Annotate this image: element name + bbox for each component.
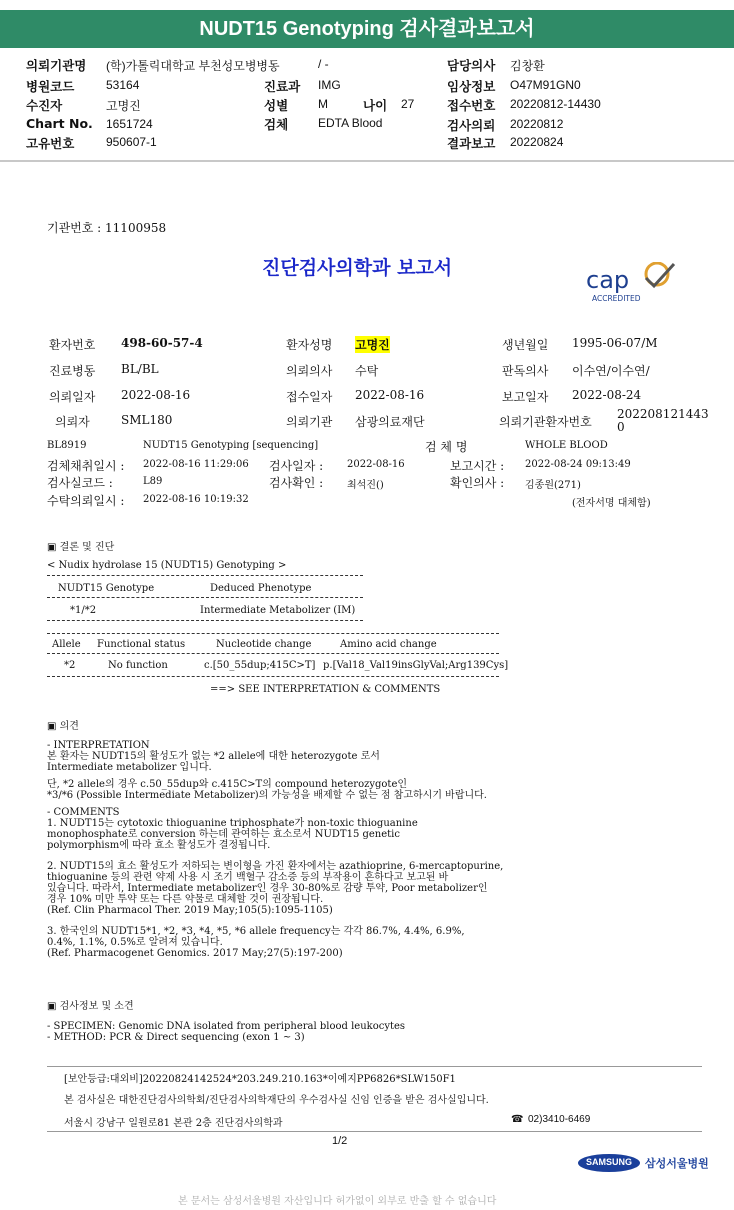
footer-bottom-line xyxy=(47,1131,702,1132)
security-line: [보안등급:대외비]20220824142524*203.249.210.163*이예지PP6826*SLW150F1 xyxy=(64,1074,456,1085)
value-reader: 이수연/이수연/ xyxy=(572,364,650,378)
label-room-code: 검사실코드 : xyxy=(47,476,113,490)
t2-header-nucleotide: Nucleotide change xyxy=(216,639,312,650)
samsung-logo xyxy=(578,1154,640,1172)
value-sex: M xyxy=(318,97,328,111)
label-consign: 수탁의뢰일시 : xyxy=(47,494,125,508)
label-clinical-info: 임상정보 xyxy=(447,79,496,94)
opinion-line: 경우 10% 미만 투약 또는 다른 약물로 대체할 것이 권장됩니다. xyxy=(47,894,324,905)
value-dept: IMG xyxy=(318,78,341,92)
t2-value-allele: *2 xyxy=(64,660,76,671)
value-req-date: 2022-08-16 xyxy=(121,388,191,402)
value-hospital-code: 53164 xyxy=(106,78,140,92)
opinion-line: monophosphate로 conversion 하는데 관여하는 효소로서 NUDT15 genetic xyxy=(47,829,400,840)
label-rep-date: 보고일자 xyxy=(502,390,549,404)
t1-value-genotype: *1/*2 xyxy=(70,605,97,616)
value-request-date: 20220812 xyxy=(510,117,564,131)
institution-number: 기관번호 : 11100958 xyxy=(47,221,167,235)
opinion-line: thioguanine 등의 관련 약제 사용 시 조기 백혈구 감소증 등의 부작용이 흔하다고 보고된 바 xyxy=(47,872,449,883)
spacer xyxy=(47,851,503,861)
test-code: BL8919 xyxy=(47,440,87,451)
divider xyxy=(47,633,499,634)
hospital-name: 삼성서울병원 xyxy=(645,1157,709,1170)
value-room-code: L89 xyxy=(143,476,163,487)
value-institution: (학)가톨릭대학교 부천성모병병동 xyxy=(106,59,280,73)
label-birth: 생년월일 xyxy=(502,338,549,352)
label-reader: 판독의사 xyxy=(502,364,549,378)
label-dept: 진료과 xyxy=(264,79,301,94)
section-test-info: ▣ 검사정보 및 소견 xyxy=(47,1001,134,1012)
label-chart-no: Chart No. xyxy=(26,116,93,131)
divider xyxy=(47,620,363,621)
value-doctor: 김창환 xyxy=(510,59,545,73)
header-divider xyxy=(0,160,734,162)
value-confirm-doctor: 김종원(271) xyxy=(525,480,581,491)
value-unique-no: 950607-1 xyxy=(106,135,157,149)
t2-header-amino: Amino acid change xyxy=(340,639,437,650)
label-requester: 의뢰자 xyxy=(55,415,90,429)
samsung-logo-text: SAMSUNG xyxy=(585,1157,632,1167)
cert-line: 본 검사실은 대한진단검사의학회/진단검사의학재단의 우수검사실 신임 인증을 받은 검사실입니다. xyxy=(64,1095,489,1106)
value-inst-patient-no-b: 0 xyxy=(617,420,625,434)
footer-top-line xyxy=(47,1066,702,1067)
label-req-inst: 의뢰기관 xyxy=(286,415,333,429)
opinion-line: 3. 한국인의 NUDT15*1, *2, *3, *4, *5, *6 allele frequency는 각각 86.7%, 4.4%, 6.9%, xyxy=(47,926,465,937)
address-line: 서울시 강남구 일원로81 본관 2층 진단검사의학과 xyxy=(64,1118,283,1129)
opinion-line: Intermediate metabolizer 입니다. xyxy=(47,762,212,773)
see-interpretation: ==> SEE INTERPRETATION & COMMENTS xyxy=(210,684,441,695)
opinion-line: 본 환자는 NUDT15의 활성도가 없는 *2 allele에 대한 heterozygote 로서 xyxy=(47,751,380,762)
t2-header-allele: Allele xyxy=(52,639,81,650)
opinion-line: 있습니다. 따라서, Intermediate metabolizer인 경우 30-80%로 감량 투약, Poor metabolizer인 xyxy=(47,883,488,894)
value-collect: 2022-08-16 11:29:06 xyxy=(143,459,249,470)
value-report-time: 2022-08-24 09:13:49 xyxy=(525,459,631,470)
opinion-line: (Ref. Pharmacogenet Genomics. 2017 May;27(5):197-200) xyxy=(47,948,343,959)
label-collect: 검체채취일시 : xyxy=(47,459,125,473)
value-receipt-no: 20220812-14430 xyxy=(510,97,601,111)
label-receipt-date: 접수일자 xyxy=(286,390,333,404)
value-specimen: EDTA Blood xyxy=(318,116,383,130)
t2-header-functional: Functional status xyxy=(97,639,186,650)
opinion-text xyxy=(47,740,503,959)
value-age: 27 xyxy=(401,97,415,111)
t1-header-phenotype: Deduced Phenotype xyxy=(210,583,312,594)
ownership-notice: 본 문서는 삼성서울병원 자산입니다 허가없이 외부로 반출 할 수 없습니다 xyxy=(178,1196,497,1207)
phone-number: 02)3410-6469 xyxy=(528,1114,591,1125)
report-subtitle: 진단검사의학과 보고서 xyxy=(262,257,453,279)
esign-note: (전자서명 대체함) xyxy=(572,498,651,509)
cap-accredited-logo xyxy=(584,262,676,306)
value-patient: 고명진 xyxy=(106,99,141,113)
label-unique-no: 고유번호 xyxy=(26,136,75,151)
divider xyxy=(47,653,499,654)
label-institution: 의뢰기관명 xyxy=(26,58,87,73)
opinion-line: 0.4%, 1.1%, 0.5%로 알려져 있습니다. xyxy=(47,937,223,948)
t1-value-phenotype: Intermediate Metabolizer (IM) xyxy=(200,605,356,616)
value-report-date: 20220824 xyxy=(510,135,564,149)
t2-value-functional: No function xyxy=(108,660,168,671)
opinion-line: 2. NUDT15의 효소 활성도가 저하되는 변이형을 가진 환자에서는 azathioprine, 6-mercaptopurine, xyxy=(47,861,504,872)
divider xyxy=(47,597,363,598)
label-specimen-name: 검 체 명 xyxy=(425,440,468,454)
label-doctor: 담당의사 xyxy=(447,58,496,73)
info-line: - SPECIMEN: Genomic DNA isolated from peripheral blood leukocytes xyxy=(47,1021,406,1032)
label-specimen: 검체 xyxy=(264,117,289,132)
spacer xyxy=(47,916,503,926)
cap-logo-text: cap xyxy=(586,266,630,294)
value-ward: / - xyxy=(318,57,329,71)
label-inst-patient-no: 의뢰기관환자번호 xyxy=(499,415,592,429)
value-patient-no: 498-60-57-4 xyxy=(121,336,203,350)
label-req-doctor: 의뢰의사 xyxy=(286,364,333,378)
value-clinical-info: O47M91GN0 xyxy=(510,78,581,92)
cap-accredited-text: ACCREDITED xyxy=(592,294,641,303)
value-test-date: 2022-08-16 xyxy=(347,459,405,470)
opinion-line: 단, *2 allele의 경우 c.50_55dup와 c.415C>T의 compound heterozygote인 xyxy=(47,779,408,790)
opinion-line: polymorphism에 따라 효소 활성도가 결정됩니다. xyxy=(47,840,271,851)
label-report-time: 보고시간 : xyxy=(450,459,505,473)
info-line: - METHOD: PCR & Direct sequencing (exon 1 ~ 3) xyxy=(47,1032,305,1043)
value-inst-patient-no-a: 202208121443 xyxy=(617,407,709,421)
value-test-confirm: 최석진() xyxy=(347,480,384,491)
label-patient-name: 환자성명 xyxy=(286,338,333,352)
label-sex: 성별 xyxy=(264,98,289,113)
info-text xyxy=(47,1021,405,1043)
label-test-confirm: 검사확인 : xyxy=(269,476,324,490)
label-test-date: 검사일자 : xyxy=(269,459,324,473)
divider xyxy=(47,676,499,677)
value-birth: 1995-06-07/M xyxy=(572,336,658,350)
results-heading: < Nudix hydrolase 15 (NUDT15) Genotyping > xyxy=(47,560,287,571)
value-consign: 2022-08-16 10:19:32 xyxy=(143,494,249,505)
value-req-doctor: 수탁 xyxy=(355,364,379,378)
opinion-line: *3/*6 (Possible Intermediate Metabolizer)의 가능성을 배제할 수 없는 점 참고하시기 바랍니다. xyxy=(47,790,487,801)
value-patient-name: 고명진 xyxy=(355,338,390,352)
t1-header-genotype: NUDT15 Genotype xyxy=(58,583,155,594)
label-receipt-no: 접수번호 xyxy=(447,98,496,113)
value-requester: SML180 xyxy=(121,413,173,427)
report-title-banner: NUDT15 Genotyping 검사결과보고서 xyxy=(0,10,734,48)
label-patient: 수진자 xyxy=(26,98,63,113)
label-age: 나이 xyxy=(363,98,388,113)
value-rep-date: 2022-08-24 xyxy=(572,388,642,402)
t2-value-amino: p.[Val18_Val19insGlyVal;Arg139Cys] xyxy=(323,660,509,671)
section-opinion: ▣ 의견 xyxy=(47,721,79,732)
label-confirm-doctor: 확인의사 : xyxy=(450,476,505,490)
value-ward-bl: BL/BL xyxy=(121,362,159,376)
value-receipt-date: 2022-08-16 xyxy=(355,388,425,402)
phone-icon: ☎ xyxy=(511,1114,524,1125)
opinion-line: - COMMENTS xyxy=(47,807,120,818)
divider xyxy=(47,575,363,576)
opinion-line: - INTERPRETATION xyxy=(47,740,150,751)
value-chart-no: 1651724 xyxy=(106,117,153,131)
t2-value-nucleotide: c.[50_55dup;415C>T] xyxy=(204,660,316,671)
label-report-date: 결과보고 xyxy=(447,136,496,151)
label-ward: 진료병동 xyxy=(49,364,96,378)
test-name: NUDT15 Genotyping [sequencing] xyxy=(143,440,319,451)
label-hospital-code: 병원코드 xyxy=(26,79,75,94)
opinion-line: 1. NUDT15는 cytotoxic thioguanine triphosphate가 non-toxic thioguanine xyxy=(47,818,418,829)
label-patient-no: 환자번호 xyxy=(49,338,96,352)
value-req-inst: 삼광의료재단 xyxy=(355,415,425,429)
value-specimen-name: WHOLE BLOOD xyxy=(525,440,608,451)
opinion-line: (Ref. Clin Pharmacol Ther. 2019 May;105(5):1095-1105) xyxy=(47,905,333,916)
label-req-date: 의뢰일자 xyxy=(49,390,96,404)
section-results: ▣ 결론 및 진단 xyxy=(47,542,115,553)
page-number: 1/2 xyxy=(332,1135,348,1147)
label-request-date: 검사의뢰 xyxy=(447,118,496,133)
